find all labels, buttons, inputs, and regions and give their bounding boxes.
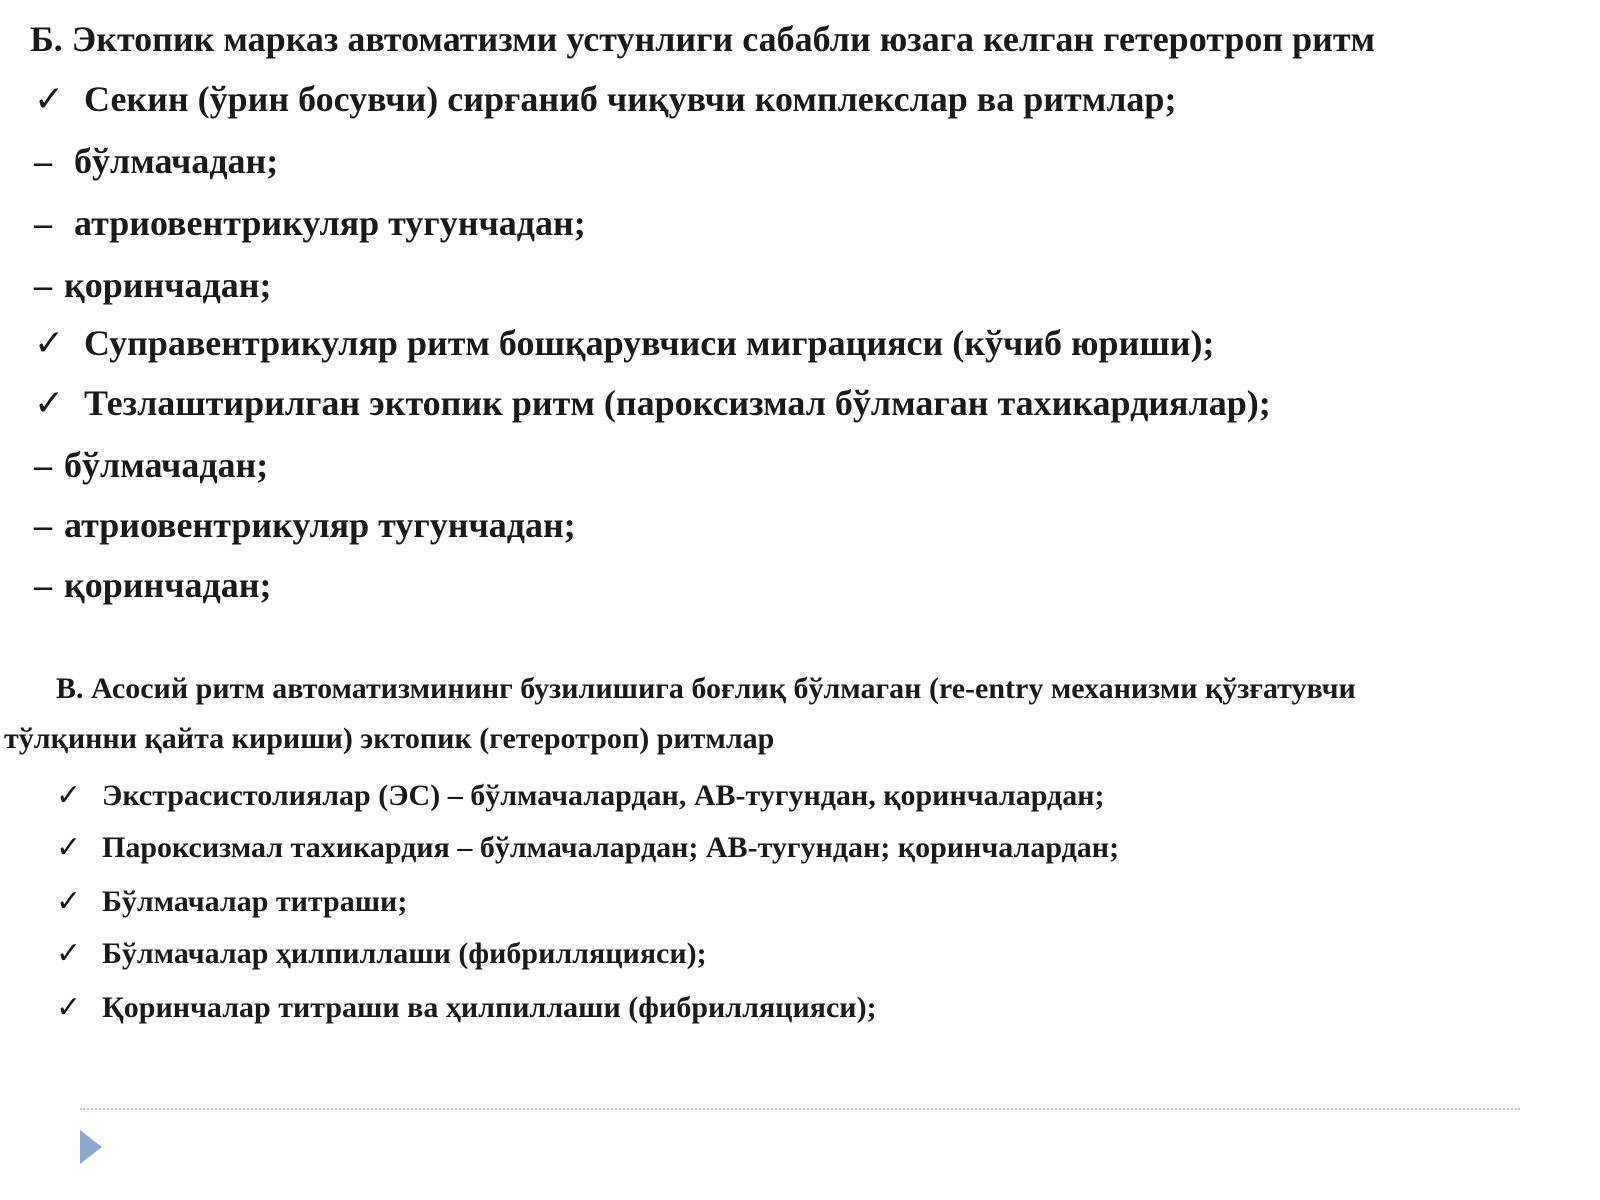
list-item: [34, 264, 272, 306]
dash-marker: –: [34, 265, 52, 305]
list-item: [56, 884, 407, 919]
dash-marker: –: [34, 445, 52, 485]
list-item-text: Пароксизмал тахикардия – бўлмачалардан; АВ-тугундан; қоринчалардан;: [102, 831, 1120, 864]
check-icon: ✓: [34, 383, 65, 424]
dash-marker: –: [34, 141, 52, 181]
list-item: [34, 322, 1214, 364]
list-item-text: Суправентрикуляр ритм бошқарувчиси миграцияси (кўчиб юриши);: [84, 323, 1215, 363]
list-item-text: бўлмачадан;: [64, 445, 269, 485]
list-item-text: Бўлмачалар ҳилпиллаши (фибрилляцияси);: [102, 937, 707, 970]
list-item: [34, 444, 268, 486]
section-b-heading: Б. Эктопик марказ автоматизми устунлиги сабабли юзага келган гетеротроп ритм: [30, 19, 1376, 59]
list-item: [34, 78, 1176, 120]
list-item-text: бўлмачадан;: [74, 141, 279, 181]
check-icon: ✓: [56, 830, 82, 865]
list-item: [56, 778, 1105, 813]
list-item: [56, 830, 1119, 865]
list-item: [56, 990, 877, 1025]
section-c-heading-line2: тўлқинни қайта кириши) эктопик (гетеротроп) ритмлар: [4, 722, 775, 755]
dash-marker: –: [34, 505, 52, 545]
check-icon: ✓: [56, 778, 82, 813]
footer-divider: [80, 1108, 1520, 1110]
play-triangle-icon[interactable]: [80, 1130, 102, 1164]
list-item: [34, 564, 272, 606]
check-icon: ✓: [34, 79, 65, 120]
check-icon: ✓: [56, 884, 82, 919]
dash-marker: –: [34, 203, 52, 243]
list-item-text: Секин (ўрин босувчи) сирғаниб чиқувчи комплекслар ва ритмлар;: [84, 79, 1177, 119]
list-item: [34, 382, 1271, 424]
list-item-text: қоринчадан;: [64, 265, 272, 305]
dash-marker: –: [34, 565, 52, 605]
check-icon: ✓: [56, 936, 82, 971]
list-item: [56, 936, 707, 971]
check-icon: ✓: [56, 990, 82, 1025]
list-item: [34, 504, 576, 546]
list-item-text: Экстрасистолиялар (ЭС) – бўлмачалардан, АВ-тугундан, қоринчалардан;: [102, 779, 1105, 812]
list-item: [34, 140, 278, 182]
list-item-text: атриовентрикуляр тугунчадан;: [64, 505, 576, 545]
list-item-text: Тезлаштирилган эктопик ритм (пароксизмал бўлмаган тахикардиялар);: [84, 383, 1271, 423]
list-item-text: қоринчадан;: [64, 565, 272, 605]
section-c-heading-line1: В. Асосий ритм автоматизмининг бузилишига боғлиқ бўлмаган (re-entry механизми қўзғатувчи: [56, 672, 1356, 705]
list-item: [34, 202, 586, 244]
list-item-text: Бўлмачалар титраши;: [102, 885, 408, 918]
list-item-text: Қоринчалар титраши ва ҳилпиллаши (фибрилляцияси);: [102, 991, 877, 1024]
check-icon: ✓: [34, 323, 65, 364]
list-item-text: атриовентрикуляр тугунчадан;: [74, 203, 586, 243]
